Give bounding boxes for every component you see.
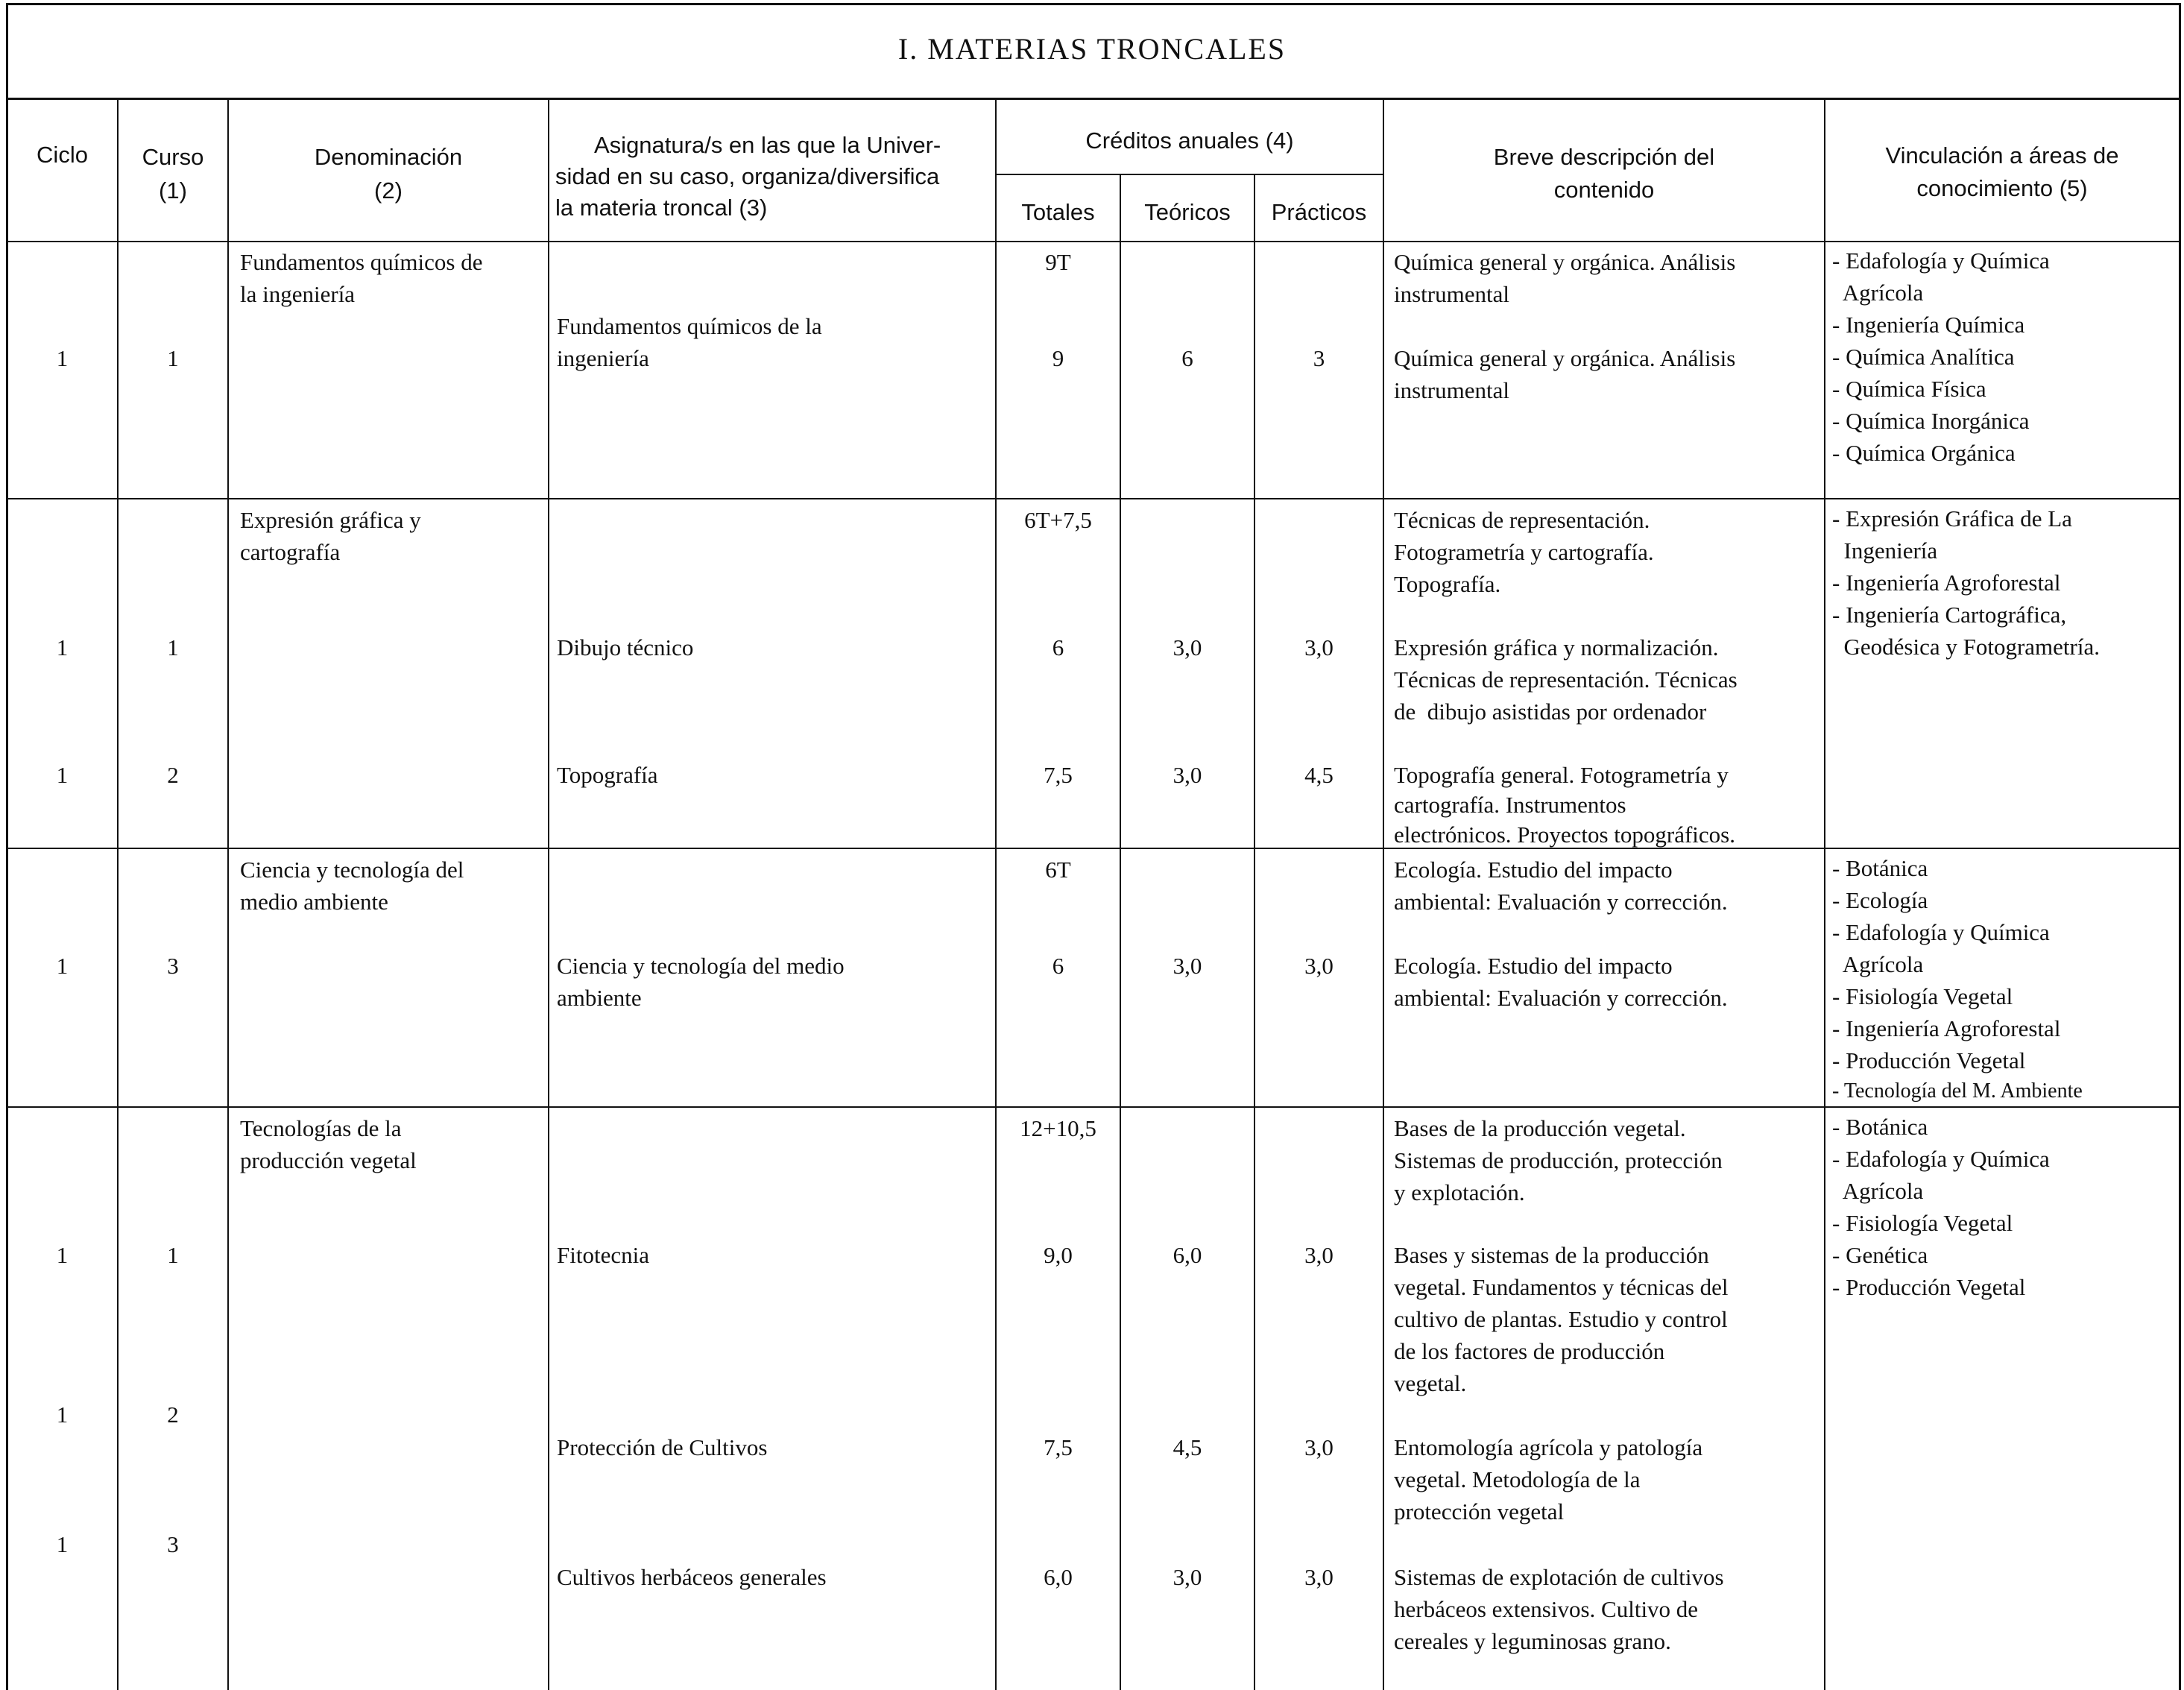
header-asignatura-1: Asignatura/s en las que la Univer- [594,132,941,158]
page-title: I. MATERIAS TRONCALES [897,32,1287,66]
totales-cell: 7,5 [1044,1434,1073,1460]
descripcion-line: Química general y orgánica. Análisis [1394,345,1736,371]
header-totales: Totales [1021,199,1095,225]
practicos-cell: 3,0 [1304,1242,1334,1268]
total-group: 6T+7,5 [1024,507,1092,533]
col-line-3 [548,98,549,1690]
asignatura-line: Dibujo técnico [557,634,694,660]
area-item: - Expresión Gráfica de La [1832,505,2072,532]
header-bottom [6,241,2181,242]
group-desc-line: Topografía. [1394,571,1501,597]
area-item: - Edafología y Química [1832,919,2050,945]
header-creditos: Créditos anuales (4) [1085,127,1294,154]
area-item: - Química Física [1832,376,1986,402]
area-item: Agrícola [1832,280,1924,306]
descripcion-line: protección vegetal [1394,1498,1565,1525]
descripcion-line: herbáceos extensivos. Cultivo de [1394,1596,1699,1622]
teoricos-cell: 3,0 [1173,1564,1202,1590]
group-1-bottom [6,498,2181,499]
total-group: 9T [1045,249,1071,275]
descripcion-line: Sistemas de explotación de cultivos [1394,1564,1724,1590]
header-curso-1: Curso [142,144,204,170]
total-group: 12+10,5 [1020,1115,1096,1141]
teoricos-cell: 3,0 [1173,953,1202,979]
header-descripcion-1: Breve descripción del [1493,144,1715,170]
descripcion-line: cartografía. Instrumentos [1394,792,1626,818]
totales-cell: 9 [1052,345,1064,371]
area-item: - Fisiología Vegetal [1832,983,2013,1009]
practicos-cell: 3,0 [1304,1564,1334,1590]
teoricos-cell: 3,0 [1173,762,1202,788]
descripcion-line: Técnicas de representación. Técnicas [1394,666,1738,693]
area-item: Ingeniería [1832,537,1938,564]
group-desc-line: Fotogrametría y cartografía. [1394,539,1654,565]
denominacion-line: cartografía [240,539,341,565]
area-item: - Producción Vegetal [1832,1274,2026,1300]
col-line-2 [227,98,229,1690]
header-vinculacion-1: Vinculación a áreas de [1885,142,2119,168]
descripcion-line: cultivo de plantas. Estudio y control [1394,1306,1728,1332]
header-asignatura-3: la materia troncal (3) [555,195,768,221]
curso-cell: 2 [167,1401,179,1428]
area-item: Agrícola [1832,951,1924,977]
denominacion-line: Expresión gráfica y [240,507,421,533]
denominacion-line: producción vegetal [240,1147,417,1173]
area-item: Agrícola [1832,1178,1924,1204]
area-item: Geodésica y Fotogrametría. [1832,634,2100,660]
teoricos-cell: 3,0 [1173,634,1202,660]
denominacion-line: Tecnologías de la [240,1115,402,1141]
curso-cell: 3 [167,953,179,979]
header-teoricos: Teóricos [1144,199,1231,225]
area-item: - Fisiología Vegetal [1832,1210,2013,1236]
asignatura-line: ingeniería [557,345,649,371]
descripcion-line: Topografía general. Fotogrametría y [1394,762,1729,788]
descripcion-line: ambiental: Evaluación y corrección. [1394,985,1728,1011]
area-item: - Química Orgánica [1832,440,2016,466]
group-desc-line: y explotación. [1394,1179,1525,1205]
ciclo-cell: 1 [56,345,69,371]
group-desc-line: Química general y orgánica. Análisis [1394,249,1736,275]
area-item: - Botánica [1832,855,1928,881]
group-desc-line: Sistemas de producción, protección [1394,1147,1723,1173]
totales-cell: 6,0 [1044,1564,1073,1590]
practicos-cell: 3,0 [1304,1434,1334,1460]
header-denominacion-1: Denominación [314,144,463,170]
denominacion-line: medio ambiente [240,889,388,915]
title-divider [6,98,2181,100]
descripcion-line: vegetal. Metodología de la [1394,1466,1641,1492]
descripcion-line: Bases y sistemas de la producción [1394,1242,1709,1268]
header-descripcion-2: contenido [1553,177,1655,203]
teoricos-cell: 4,5 [1173,1434,1202,1460]
group-2-bottom [6,848,2181,849]
curso-cell: 1 [167,345,179,371]
col-line-1 [117,98,119,1690]
descripcion-line: cereales y leguminosas grano. [1394,1628,1671,1654]
asignatura-line: Ciencia y tecnología del medio [557,953,845,979]
frame-left [6,3,8,1690]
curso-cell: 1 [167,634,179,660]
descripcion-line: Ecología. Estudio del impacto [1394,953,1673,979]
header-asignatura-2: sidad en su caso, organiza/diversifica [555,163,940,189]
header-denominacion-2: (2) [374,177,403,204]
area-item: - Química Analítica [1832,344,2015,370]
descripcion-line: de los factores de producción [1394,1338,1665,1364]
asignatura-line: Protección de Cultivos [557,1434,768,1460]
descripcion-line: Entomología agrícola y patología [1394,1434,1703,1460]
group-desc-line: ambiental: Evaluación y corrección. [1394,889,1728,915]
descripcion-line: vegetal. Fundamentos y técnicas del [1394,1274,1729,1300]
ciclo-cell: 1 [56,634,69,660]
denominacion-line: la ingeniería [240,281,356,307]
totales-cell: 6 [1052,953,1064,979]
header-vinculacion-2: conocimiento (5) [1916,175,2088,201]
asignatura-line: Topografía [557,762,658,788]
area-item: - Ingeniería Agroforestal [1832,570,2061,596]
group-desc-line: instrumental [1394,281,1509,307]
header-ciclo: Ciclo [37,142,88,168]
frame-right [2179,3,2181,1690]
area-item: - Ingeniería Agroforestal [1832,1015,2061,1041]
asignatura-line: Fitotecnia [557,1242,649,1268]
curso-cell: 1 [167,1242,179,1268]
denominacion-line: Fundamentos químicos de [240,249,483,275]
descripcion-line: de dibujo asistidas por ordenador [1394,699,1707,725]
area-item: - Ingeniería Química [1832,312,2025,338]
creditos-sub-divider [995,174,1384,175]
totales-cell: 6 [1052,634,1064,660]
descripcion-line: Expresión gráfica y normalización. [1394,634,1719,660]
group-desc-line: Ecología. Estudio del impacto [1394,857,1673,883]
area-item: - Ecología [1832,887,1928,913]
practicos-cell: 3 [1313,345,1325,371]
total-group: 6T [1045,857,1071,883]
asignatura-line: ambiente [557,985,642,1011]
ciclo-cell: 1 [56,1401,69,1428]
ciclo-cell: 1 [56,762,69,788]
header-curso-2: (1) [159,177,187,204]
descripcion-line: vegetal. [1394,1370,1467,1396]
asignatura-line: Fundamentos químicos de la [557,313,822,339]
asignatura-line: Cultivos herbáceos generales [557,1564,827,1590]
area-item: - Ingeniería Cartográfica, [1832,602,2067,628]
area-item: - Genética [1832,1242,1928,1268]
area-item: - Producción Vegetal [1832,1047,2026,1073]
group-desc-line: Bases de la producción vegetal. [1394,1115,1686,1141]
header-practicos: Prácticos [1271,199,1367,225]
teoricos-cell: 6,0 [1173,1242,1202,1268]
practicos-cell: 3,0 [1304,953,1334,979]
col-line-8 [1824,98,1825,1690]
area-item: - Química Inorgánica [1832,408,2030,434]
frame-top [6,3,2181,5]
practicos-cell: 3,0 [1304,634,1334,660]
area-item: - Tecnología del M. Ambiente [1832,1079,2083,1103]
descripcion-line: instrumental [1394,377,1509,403]
totales-cell: 7,5 [1044,762,1073,788]
curso-cell: 3 [167,1531,179,1557]
teoricos-cell: 6 [1181,345,1193,371]
ciclo-cell: 1 [56,1531,69,1557]
col-line-7 [1383,98,1384,1690]
totales-cell: 9,0 [1044,1242,1073,1268]
ciclo-cell: 1 [56,953,69,979]
descripcion-line: electrónicos. Proyectos topográficos. [1394,822,1735,848]
ciclo-cell: 1 [56,1242,69,1268]
curso-cell: 2 [167,762,179,788]
area-item: - Botánica [1832,1114,1928,1140]
practicos-cell: 4,5 [1304,762,1334,788]
group-desc-line: Técnicas de representación. [1394,507,1650,533]
denominacion-line: Ciencia y tecnología del [240,857,464,883]
area-item: - Edafología y Química [1832,247,2050,274]
area-item: - Edafología y Química [1832,1146,2050,1172]
